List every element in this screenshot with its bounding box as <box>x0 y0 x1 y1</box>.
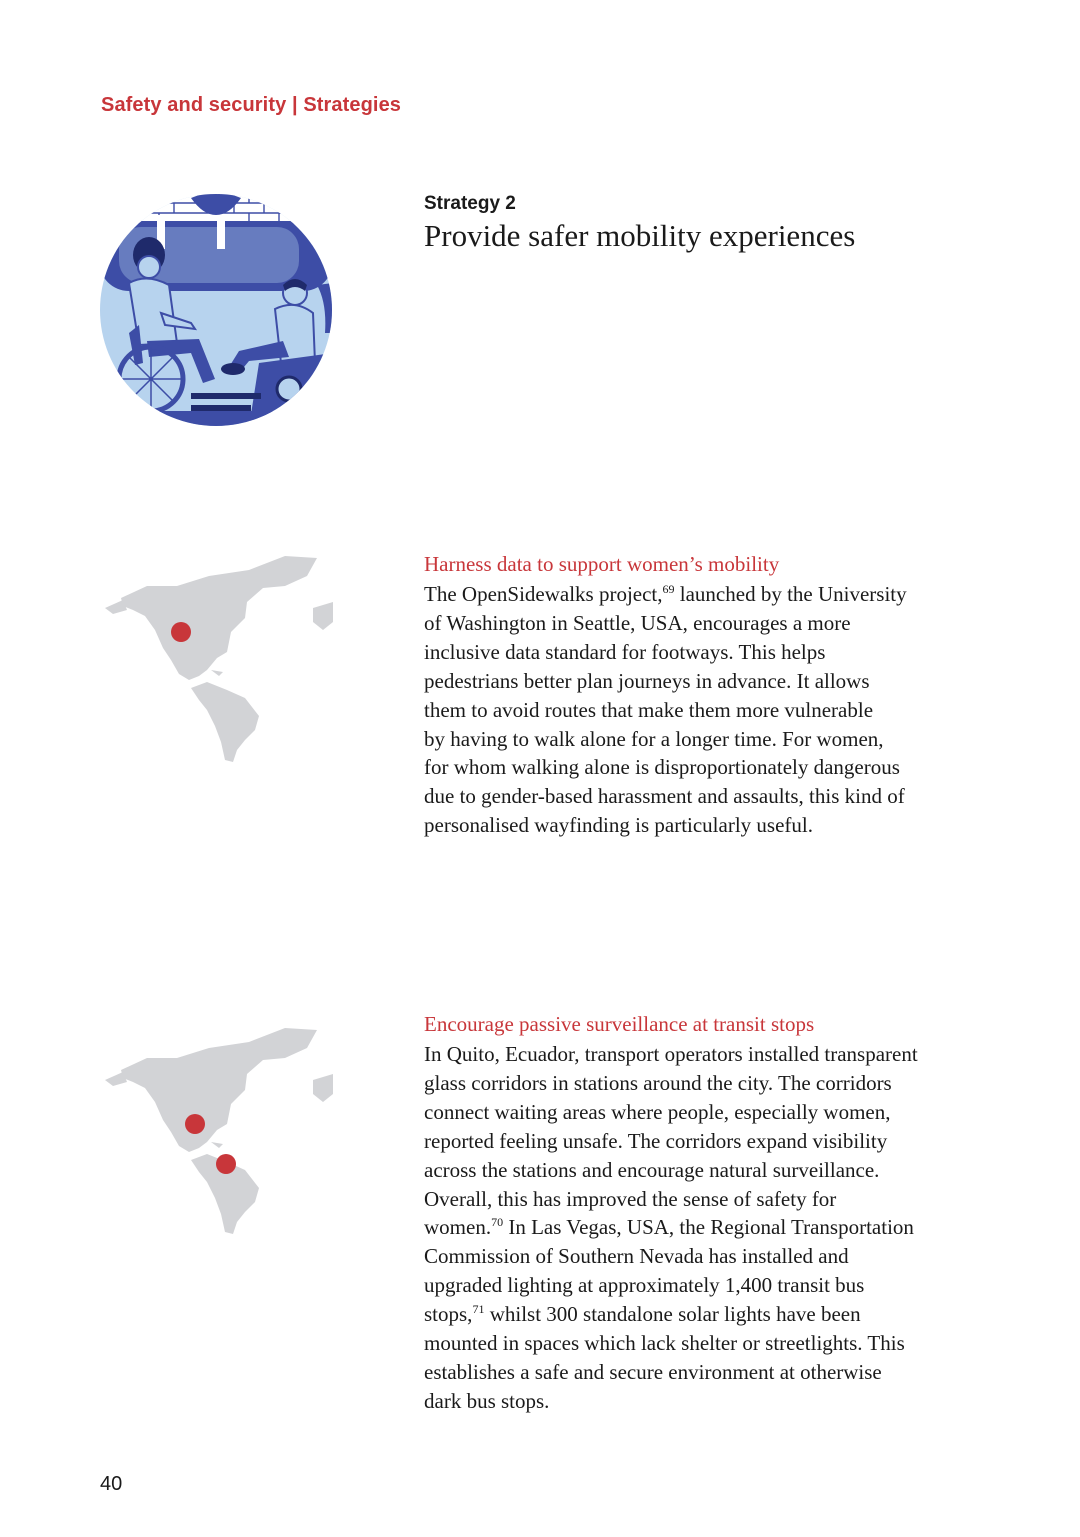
body-line: establishes a safe and secure environment at otherwise <box>424 1359 882 1384</box>
body-line: Overall, this has improved the sense of safety for <box>424 1186 837 1211</box>
section-body <box>424 580 1004 840</box>
section-header: Safety and security | Strategies <box>101 94 402 116</box>
body-line: In Quito, Ecuador, transport operators installed transparent <box>424 1042 918 1066</box>
body-line: across the stations and encourage natural surveillance. <box>424 1157 880 1182</box>
strategy-title: Provide safer mobility experiences <box>424 218 856 253</box>
section-passive-surveillance <box>424 1010 1004 1416</box>
body-line: dark bus stops. <box>424 1388 550 1413</box>
body-line: Commission of Southern Nevada has installed and <box>424 1244 849 1269</box>
footnote-ref: 70 <box>491 1215 504 1230</box>
body-line: connect waiting areas where people, especially women, <box>424 1099 891 1124</box>
body-line: for whom walking alone is disproportionately dangerous <box>424 755 900 780</box>
footnote-ref: 69 <box>662 582 675 596</box>
body-line: inclusive data standard for footways. This helps <box>424 639 826 664</box>
section-harness-data <box>424 550 1004 840</box>
body-line: pedestrians better plan journeys in advance. It allows <box>424 668 870 693</box>
map-marker-seattle <box>171 622 191 642</box>
strategy-illustration <box>99 193 333 427</box>
map-marker-quito <box>216 1154 236 1174</box>
footnote-ref: 71 <box>472 1302 485 1317</box>
body-line: them to avoid routes that make them more vulnerable <box>424 697 874 722</box>
body-line: due to gender-based harassment and assaults, this kind of <box>424 784 905 809</box>
body-line: stops,$^{71}$ whilst 300 standalone solar lights have been <box>424 1302 861 1327</box>
section-heading: Encourage passive surveillance at transit stops <box>424 1012 815 1036</box>
body-line: women.$^{70}$ In Las Vegas, USA, the Regional Transportation <box>424 1215 914 1240</box>
body-line: of Washington in Seattle, USA, encourages a more <box>424 610 851 635</box>
body-line: glass corridors in stations around the city. The corridors <box>424 1070 892 1095</box>
body-line: personalised wayfinding is particularly useful. <box>424 813 813 838</box>
page-number: 40 <box>100 1473 123 1495</box>
section-heading: Harness data to support women’s mobility <box>424 552 780 576</box>
body-line: reported feeling unsafe. The corridors expand visibility <box>424 1128 888 1153</box>
map-marker-las-vegas <box>185 1114 205 1134</box>
body-line: by having to walk alone for a longer time. For women, <box>424 726 884 751</box>
strategy-label: Strategy 2 <box>424 193 516 214</box>
body-line: upgraded lighting at approximately 1,400 transit bus <box>424 1273 865 1298</box>
world-map-quito-las-vegas <box>99 1024 333 1234</box>
body-line: The OpenSidewalks project,$^{69}$ launched by the University <box>424 582 907 606</box>
world-map-seattle <box>99 552 333 762</box>
section-body <box>424 1040 1004 1416</box>
body-line: mounted in spaces which lack shelter or streetlights. This <box>424 1331 905 1356</box>
